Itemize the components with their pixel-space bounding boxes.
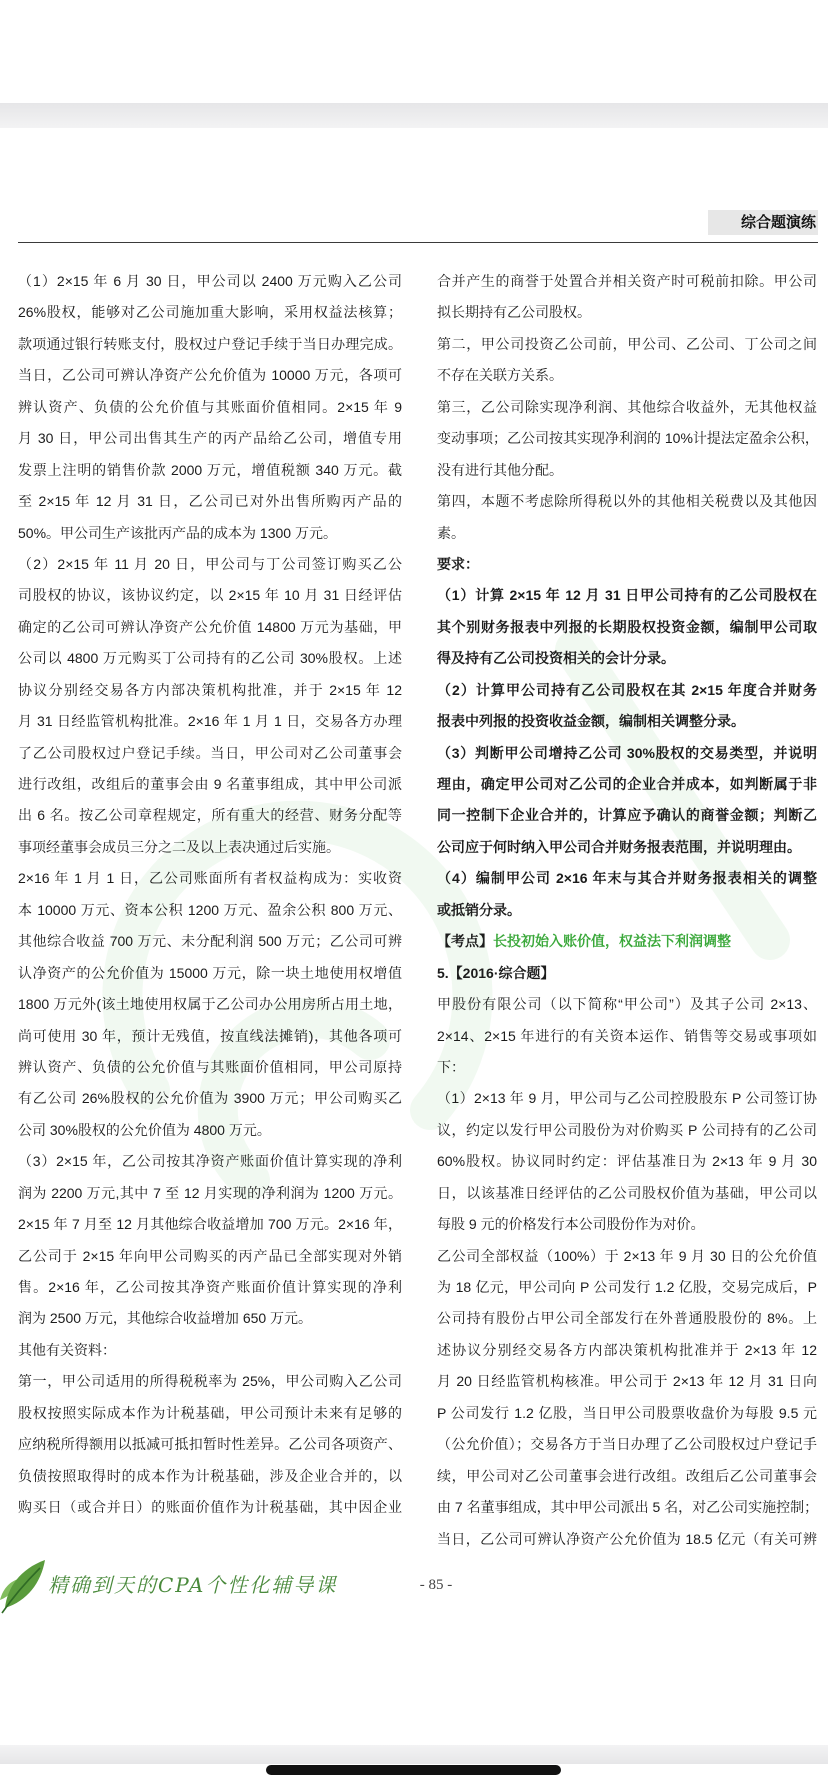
text-line: （1）计算 2×15 年 12 月 31 日甲公司持有的乙公司股权在 bbox=[437, 587, 817, 604]
text-line: 1800 万元外(该土地使用权属于乙公司办公用房所占用土地， bbox=[18, 996, 402, 1013]
text-line: 乙公司全部权益（100%）于 2×13 年 9 月 30 日的公允价值 bbox=[437, 1247, 817, 1264]
right-column bbox=[437, 266, 817, 1555]
text-line: 没有进行其他分配。 bbox=[437, 461, 563, 478]
paragraph bbox=[437, 675, 817, 738]
text-line: 2×15 年 7 月至 12 月其他综合收益增加 700 万元。2×16 年， bbox=[18, 1216, 402, 1233]
text-line: 素。 bbox=[437, 524, 465, 541]
text-line: 其个别财务报表中列报的长期股权投资金额，编制甲公司取 bbox=[437, 618, 817, 635]
text-line: （3）2×15 年，乙公司按其净资产账面价值计算实现的净利 bbox=[18, 1153, 402, 1170]
text-line: 认净资产的公允价值为 15000 万元，除一块土地使用权增值 bbox=[18, 964, 402, 981]
text-line: 或抵销分录。 bbox=[437, 901, 521, 918]
paragraph bbox=[18, 1335, 402, 1366]
page-number: - 85 - bbox=[419, 1577, 453, 1593]
paragraph bbox=[18, 1146, 402, 1335]
text-line: 由 7 名董事组成，其中甲公司派出 5 名，对乙公司实施控制； bbox=[437, 1499, 819, 1516]
text-line: 有乙公司 26%股权的公允价值为 3900 万元；甲公司购买乙 bbox=[18, 1090, 402, 1107]
text-line: 议，约定以发行甲公司股份为对价购买 P 公司持有的乙公司 bbox=[437, 1121, 817, 1138]
paragraph bbox=[437, 926, 817, 957]
page-gap-top bbox=[0, 103, 828, 128]
paragraph bbox=[437, 989, 817, 1083]
text-line: （3）判断甲公司增持乙公司 30%股权的交易类型，并说明 bbox=[437, 744, 817, 761]
text-line: 50%。甲公司生产该批丙产品的成本为 1300 万元。 bbox=[18, 524, 337, 541]
text-line: 月 31 日经监管机构批准。2×16 年 1 月 1 日，交易各方办理 bbox=[18, 713, 402, 730]
text-line: （4）编制甲公司 2×16 年末与其合并财务报表相关的调整 bbox=[437, 870, 817, 887]
text-line: 第四，本题不考虑除所得税以外的其他相关税费以及其他因 bbox=[437, 493, 817, 510]
page-gap-bottom bbox=[0, 1745, 828, 1764]
text-line: 尚可使用 30 年，预计无残值，按直线法摊销)，其他各项可 bbox=[18, 1027, 402, 1044]
text-line: 得及持有乙公司投资相关的会计分录。 bbox=[437, 650, 675, 667]
paragraph bbox=[18, 1366, 402, 1523]
text-line: 当日，乙公司可辨认净资产公允价值为 10000 万元，各项可 bbox=[18, 367, 402, 384]
text-line: 同一控制下企业合并的，计算应予确认的商誉金额；判断乙 bbox=[437, 807, 817, 824]
paragraph bbox=[18, 863, 402, 1146]
text-line: 续，甲公司对乙公司董事会进行改组。改组后乙公司董事会 bbox=[437, 1467, 817, 1484]
paragraph bbox=[18, 266, 402, 549]
text-line: 理由，确定甲公司对乙公司的企业合并成本，如判断属于非 bbox=[437, 776, 817, 792]
text-line: 合并产生的商誉于处置合并相关资产时可税前扣除。甲公司 bbox=[437, 273, 817, 289]
text-line: 购买日（或合并日）的账面价值作为计税基础，其中因企业 bbox=[18, 1499, 402, 1516]
text-line: 60%股权。协议同时约定：评估基准日为 2×13 年 9 月 30 bbox=[437, 1153, 817, 1170]
text-line: 下： bbox=[437, 1058, 465, 1075]
text-line: 至 2×15 年 12 月 31 日，乙公司已对外出售所购丙产品的 bbox=[18, 493, 402, 510]
text-line: 月 20 日经监管机构核准。甲公司于 2×13 年 12 月 31 日向 bbox=[437, 1373, 817, 1390]
text-line: 拟长期持有乙公司股权。 bbox=[437, 304, 591, 321]
text-line: 日，以该基准日经评估的乙公司股权价值为基础，甲公司以 bbox=[437, 1184, 817, 1201]
text-line: 乙公司于 2×15 年向甲公司购买的丙产品已全部实现对外销 bbox=[18, 1247, 402, 1264]
text-line: 辨认资产、负债的公允价值与其账面价值相同。2×15 年 9 bbox=[18, 398, 402, 415]
text-line: 述协议分别经交易各方内部决策机构批准并于 2×13 年 12 bbox=[437, 1341, 817, 1358]
paragraph bbox=[437, 392, 817, 486]
text-line: 为 18 亿元，甲公司向 P 公司发行 1.2 亿股，交易完成后，P bbox=[437, 1279, 817, 1295]
text-line: 辨认资产、负债的公允价值与其账面价值相同，甲公司原持 bbox=[18, 1058, 402, 1075]
text-line: 变动事项；乙公司按其实现净利润的 10%计提法定盈余公积， bbox=[437, 430, 819, 447]
text-line: 2×16 年 1 月 1 日，乙公司账面所有者权益构成为：实收资 bbox=[18, 870, 402, 887]
text-line: 发票上注明的销售价款 2000 万元，增值税额 340 万元。截 bbox=[18, 461, 402, 478]
text-line: 公司以 4800 万元购买丁公司持有的乙公司 30%股权。上述 bbox=[18, 650, 402, 667]
paragraph bbox=[437, 580, 817, 674]
text-line: 第二，甲公司投资乙公司前，甲公司、乙公司、丁公司之间 bbox=[437, 335, 817, 352]
text-line: （2）计算甲公司持有乙公司股权在其 2×15 年度合并财务 bbox=[437, 681, 817, 698]
home-indicator[interactable] bbox=[266, 1765, 561, 1775]
text-line: 确定的乙公司可辨认净资产公允价值 14800 万元为基础，甲 bbox=[18, 618, 402, 635]
text-line: 协议分别经交易各方内部决策机构批准，并于 2×15 年 12 bbox=[18, 681, 402, 698]
paragraph bbox=[437, 958, 817, 989]
text-line: 股权按照实际成本作为计税基础，甲公司预计未来有足够的 bbox=[18, 1404, 402, 1421]
text-line: 26%股权，能够对乙公司施加重大影响，采用权益法核算； bbox=[18, 304, 402, 321]
section-title: 综合题演练 bbox=[708, 210, 818, 235]
key-point-label: 【考点】 bbox=[437, 933, 493, 950]
text-line: 润为 2200 万元,其中 7 至 12 月实现的净利润为 1200 万元。 bbox=[18, 1184, 402, 1201]
text-line: 要求： bbox=[437, 555, 479, 572]
key-point-text: 长投初始入账价值，权益法下利润调整 bbox=[493, 933, 731, 950]
paragraph bbox=[437, 738, 817, 864]
text-line: 出 6 名。按乙公司章程规定，所有重大的经营、财务分配等 bbox=[18, 807, 402, 824]
text-line: 事项经董事会成员三分之二及以上表决通过后实施。 bbox=[18, 838, 340, 855]
text-line: 其他有关资料： bbox=[18, 1341, 116, 1358]
text-line: 本 10000 万元、资本公积 1200 万元、盈余公积 800 万元、 bbox=[18, 901, 402, 918]
brand-slogan: 精确到天的CPA个性化辅导课 bbox=[48, 1573, 338, 1597]
text-line: 第一，甲公司适用的所得税税率为 25%，甲公司购入乙公司 bbox=[18, 1373, 402, 1390]
text-line: 2×14、2×15 年进行的有关资本运作、销售等交易或事项如 bbox=[437, 1027, 817, 1044]
paragraph bbox=[18, 549, 402, 863]
text-line: 了乙公司股权过户登记手续。当日，甲公司对乙公司董事会 bbox=[18, 744, 402, 761]
text-line: 进行改组，改组后的董事会由 9 名董事组成，其中甲公司派 bbox=[18, 776, 402, 792]
text-line: 售。2×16 年，乙公司按其净资产账面价值计算实现的净利 bbox=[18, 1279, 402, 1295]
text-line: 第三，乙公司除实现净利润、其他综合收益外，无其他权益 bbox=[437, 398, 817, 415]
text-line: 应纳税所得额用以抵减可抵扣暂时性差异。乙公司各项资产、 bbox=[18, 1436, 402, 1453]
text-line: 当日，乙公司可辨认净资产公允价值为 18.5 亿元（有关可辨 bbox=[437, 1530, 817, 1547]
text-line: （1）2×15 年 6 月 30 日，甲公司以 2400 万元购入乙公司 bbox=[18, 273, 402, 289]
text-line: 公司持有股份占甲公司全部发行在外普通股股份的 8%。上 bbox=[437, 1310, 817, 1327]
paragraph bbox=[437, 863, 817, 926]
text-line: （公允价值）；交易各方于当日办理了乙公司股权过户登记手 bbox=[437, 1436, 817, 1453]
text-line: （2）2×15 年 11 月 20 日，甲公司与丁公司签订购买乙公 bbox=[18, 555, 402, 572]
text-line: 其他综合收益 700 万元、未分配利润 500 万元；乙公司可辨 bbox=[18, 933, 402, 950]
header-divider bbox=[18, 242, 818, 243]
paragraph bbox=[437, 1083, 817, 1240]
text-line: 司股权的协议，该协议约定，以 2×15 年 10 月 31 日经评估 bbox=[18, 587, 402, 604]
text-line: （1）2×13 年 9 月，甲公司与乙公司控股股东 P 公司签订协 bbox=[437, 1090, 817, 1107]
text-line: 每股 9 元的价格发行本公司股份作为对价。 bbox=[437, 1216, 705, 1233]
left-column bbox=[18, 266, 402, 1524]
paragraph bbox=[437, 329, 817, 392]
text-line: P 公司发行 1.2 亿股，当日甲公司股票收盘价为每股 9.5 元 bbox=[437, 1404, 817, 1421]
paragraph bbox=[437, 1241, 817, 1555]
text-line: 公司应于何时纳入甲公司合并财务报表范围，并说明理由。 bbox=[437, 838, 801, 855]
paragraph bbox=[437, 549, 817, 580]
text-line: 不存在关联方关系。 bbox=[437, 367, 563, 384]
text-line: 报表中列报的投资收益金额，编制相关调整分录。 bbox=[437, 713, 745, 730]
text-line: 款项通过银行转账支付，股权过户登记手续于当日办理完成。 bbox=[18, 335, 402, 352]
text-line: 5.【2016·综合题】 bbox=[437, 964, 555, 981]
text-line: 甲股份有限公司（以下简称“甲公司”）及其子公司 2×13、 bbox=[437, 996, 817, 1013]
leaf-icon bbox=[0, 1556, 48, 1614]
paragraph bbox=[437, 486, 817, 549]
text-line: 公司 30%股权的公允价值为 4800 万元。 bbox=[18, 1121, 271, 1138]
key-point-line bbox=[437, 926, 817, 957]
paragraph bbox=[437, 266, 817, 329]
text-line: 润为 2500 万元，其他综合收益增加 650 万元。 bbox=[18, 1310, 313, 1327]
text-line: 负债按照取得时的成本作为计税基础，涉及企业合并的，以 bbox=[18, 1467, 402, 1484]
text-line: 月 30 日，甲公司出售其生产的丙产品给乙公司，增值专用 bbox=[18, 430, 402, 447]
